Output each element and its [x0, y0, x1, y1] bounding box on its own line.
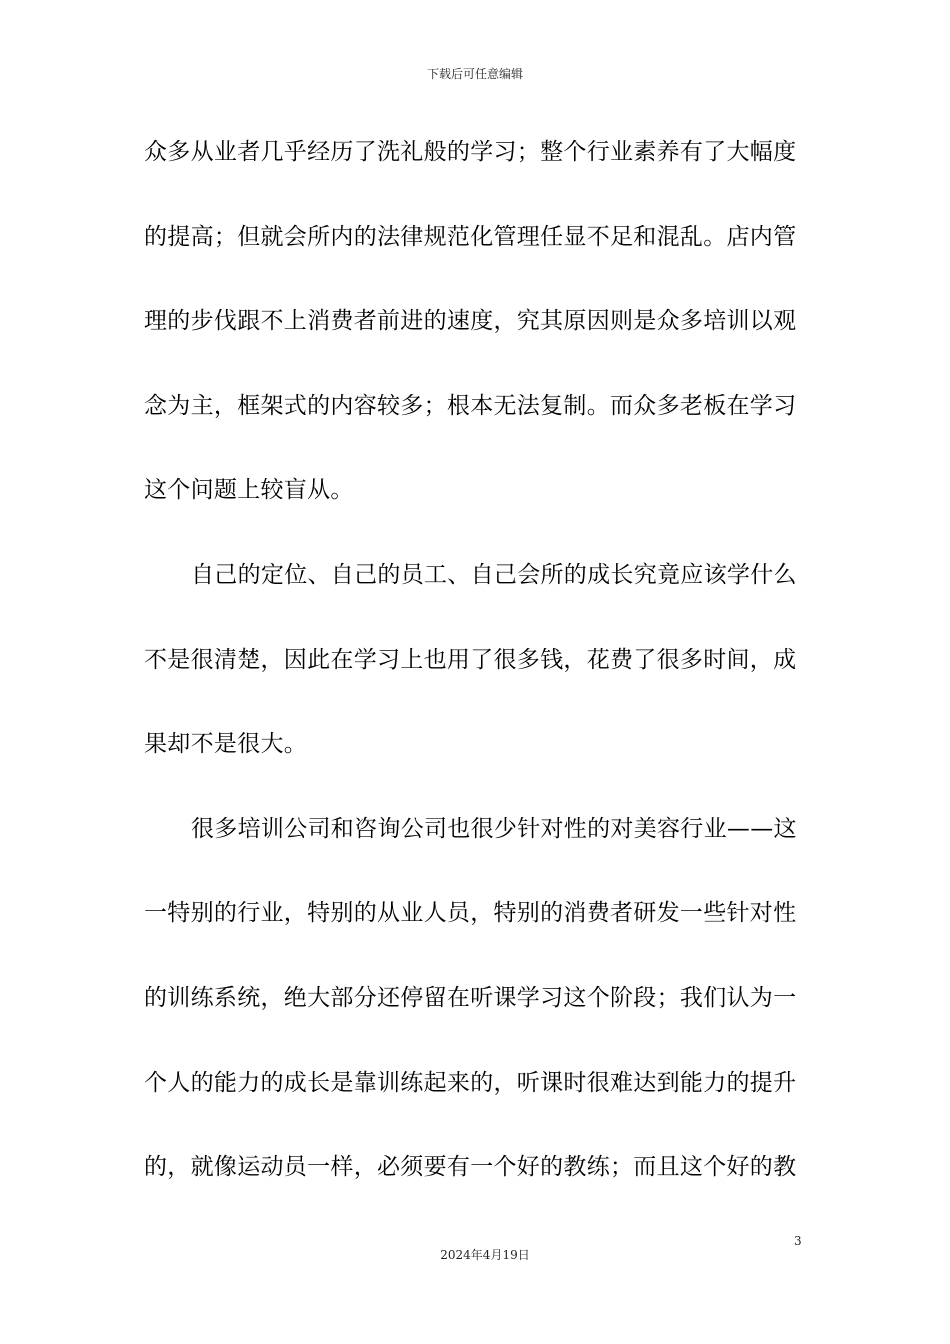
- body-line: 果却不是很大。: [144, 731, 308, 758]
- body-line: 理的步伐跟不上消费者前进的速度，究其原因则是众多培训以观: [144, 308, 797, 335]
- body-line: 一特别的行业，特别的从业人员，特别的消费者研发一些针对性: [144, 900, 797, 927]
- body-line: 个人的能力的成长是靠训练起来的，听课时很难达到能力的提升: [144, 1069, 797, 1096]
- body-line: 的提高；但就会所内的法律规范化管理任显不足和混乱。店内管: [144, 223, 797, 250]
- body-line: 不是很清楚，因此在学习上也用了很多钱，花费了很多时间，成: [144, 646, 797, 673]
- body-line: 众多从业者几乎经历了洗礼般的学习；整个行业素养有了大幅度: [144, 139, 797, 165]
- body-line: 念为主，框架式的内容较多；根本无法复制。而众多老板在学习: [144, 392, 797, 419]
- body-line-paragraph-start: 自己的定位、自己的员工、自己会所的成长究竟应该学什么: [191, 561, 797, 588]
- document-body: [144, 127, 796, 1227]
- footer-date: 2024年4月19日: [440, 1248, 530, 1262]
- body-line: 的，就像运动员一样，必须要有一个好的教练；而且这个好的教: [144, 1154, 797, 1181]
- body-line: 的训练系统，绝大部分还停留在听课学习这个阶段；我们认为一: [144, 984, 797, 1011]
- page-header: 下载后可任意编辑: [426, 67, 523, 81]
- page-number: 3: [794, 1234, 802, 1248]
- body-line: 这个问题上较盲从。: [144, 477, 354, 504]
- body-line-paragraph-start: 很多培训公司和咨询公司也很少针对性的对美容行业——这: [191, 815, 797, 842]
